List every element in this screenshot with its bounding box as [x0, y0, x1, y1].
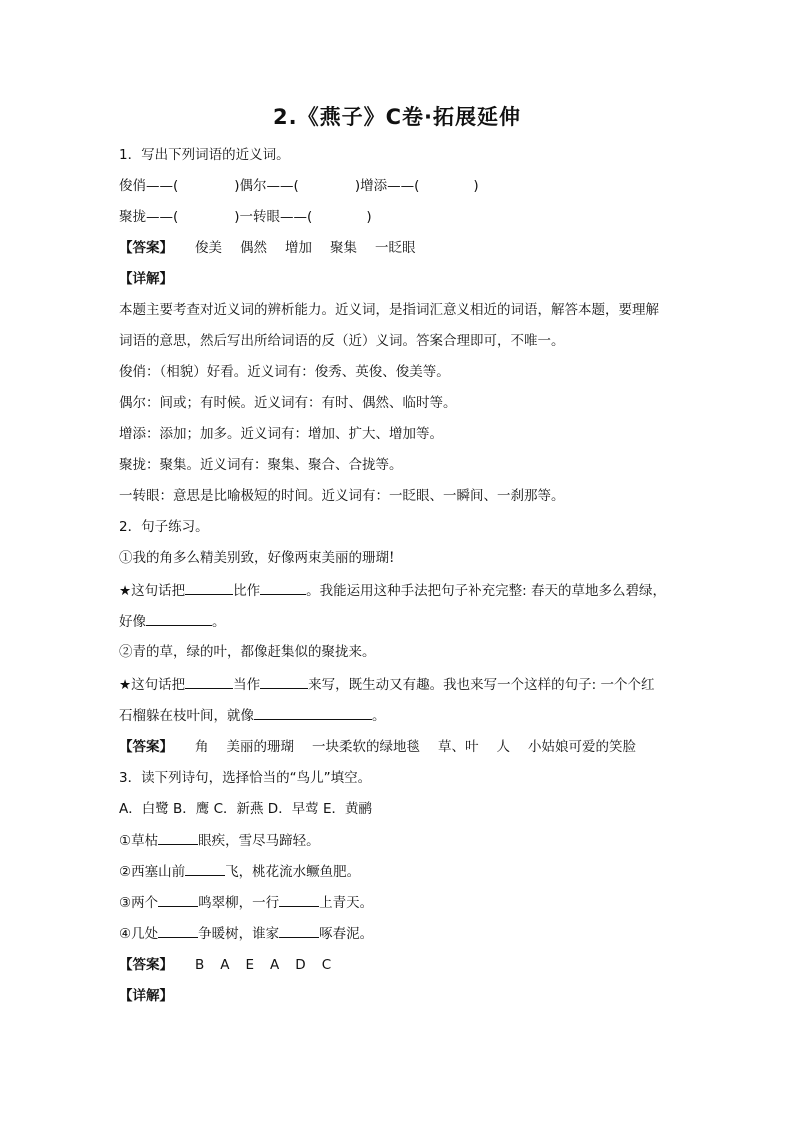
answer-item: B: [195, 957, 205, 973]
fill-blank[interactable]: [158, 892, 198, 907]
poem-text: ①草枯: [119, 833, 159, 849]
task-text: 比作: [233, 583, 261, 599]
task-text: ★这句话把: [119, 677, 186, 693]
poem-text: ④几处: [119, 926, 159, 942]
fill-blank[interactable]: [185, 861, 225, 876]
question-2-task-2: [119, 674, 654, 695]
detail-item: 偶尔：间或；有时候。近义词有：有时、偶然、临时等。: [119, 395, 457, 411]
question-2-task-2-cont: [119, 705, 386, 726]
question-2-task-1: [119, 580, 666, 601]
question-2-answer: [119, 737, 636, 757]
answer-item: 一块柔软的绿地毯: [312, 739, 420, 755]
task-text: 。: [372, 708, 386, 724]
task-text: 好像: [119, 614, 146, 630]
question-3-line-4: [119, 923, 373, 944]
answer-item: 偶然: [240, 240, 267, 256]
answer-item: 人: [496, 739, 510, 755]
question-3-answer: [119, 955, 331, 975]
answer-item: 增加: [285, 240, 312, 256]
fill-blank[interactable]: [158, 830, 198, 845]
row1-part-1: 俊俏——(: [119, 178, 179, 194]
question-1-row-1: [119, 176, 479, 196]
answer-item: 聚集: [330, 240, 357, 256]
question-3-detail-label: 【详解】: [119, 988, 173, 1004]
poem-text: 鸣翠柳，一行: [198, 895, 280, 911]
page-title: 2.《燕子》C卷·拓展延伸: [273, 105, 521, 129]
poem-text: 上青天。: [319, 895, 374, 911]
question-3-options: A．白鹭 B．鹰 C．新燕 D．早莺 E．黄鹂: [119, 801, 373, 817]
answer-item: C: [321, 957, 332, 973]
question-2-sentence-2: ②青的草，绿的叶，都像赶集似的聚拢来。: [119, 644, 376, 660]
task-text: 当作: [233, 677, 261, 693]
answer-item: 角: [195, 739, 209, 755]
row1-part-2: )偶尔——(: [234, 178, 299, 194]
poem-text: 飞，桃花流水鳜鱼肥。: [225, 864, 361, 880]
task-text: 。我能运用这种手法把句子补充完整: 春天的草地多么碧绿，: [306, 583, 666, 599]
fill-blank[interactable]: [254, 705, 372, 720]
answer-item: 一眨眼: [375, 240, 416, 256]
question-3-prompt: 3．读下列诗句，选择恰当的“鸟儿”填空。: [119, 770, 372, 786]
poem-text: ③两个: [119, 895, 159, 911]
detail-item: 增添：添加；加多。近义词有：增加、扩大、增加等。: [119, 426, 443, 442]
fill-blank[interactable]: [158, 923, 198, 938]
task-text: 石榴躲在枝叶间，就像: [119, 708, 254, 724]
answer-item: 俊美: [195, 240, 222, 256]
fill-blank[interactable]: [146, 611, 212, 626]
row2-part-2: )一转眼——(: [234, 209, 313, 225]
fill-blank[interactable]: [260, 580, 306, 595]
answer-label: 【答案】: [119, 240, 173, 256]
poem-text: 争暖树，谁家: [198, 926, 280, 942]
question-1-prompt: 1．写出下列词语的近义词。: [119, 147, 290, 163]
fill-blank[interactable]: [185, 674, 233, 689]
detail-item: 聚拢：聚集。近义词有：聚集、聚合、合拢等。: [119, 457, 403, 473]
question-1-explanation-2: 词语的意思，然后写出所给词语的反（近）义词。答案合理即可，不唯一。: [119, 333, 565, 349]
answer-label: 【答案】: [119, 739, 173, 755]
question-3-line-1: [119, 830, 320, 851]
row2-part-3: ): [366, 209, 372, 225]
question-1-answer: [119, 238, 416, 258]
row1-part-3: )增添——(: [354, 178, 420, 194]
answer-item: A: [270, 957, 280, 973]
question-2-task-1-cont: [119, 611, 226, 632]
task-text: 。: [212, 614, 226, 630]
poem-text: 眼疾，雪尽马蹄轻。: [198, 833, 320, 849]
question-3-line-2: [119, 861, 360, 882]
fill-blank[interactable]: [260, 674, 308, 689]
answer-item: 草、叶: [438, 739, 479, 755]
row2-part-1: 聚拢——(: [119, 209, 179, 225]
detail-item: 一转眼：意思是比喻极短的时间。近义词有：一眨眼、一瞬间、一刹那等。: [119, 488, 565, 504]
answer-item: E: [245, 957, 255, 973]
row1-part-4: ): [473, 178, 479, 194]
answer-label: 【答案】: [119, 957, 173, 973]
fill-blank[interactable]: [279, 892, 319, 907]
task-text: ★这句话把: [119, 583, 186, 599]
question-1-explanation-1: 本题主要考查对近义词的辨析能力。近义词，是指词汇意义相近的词语，解答本题，要理解: [119, 302, 659, 318]
question-1-row-2: [119, 207, 372, 227]
question-2-sentence-1: ①我的角多么精美别致，好像两束美丽的珊瑚!: [119, 550, 395, 566]
answer-item: 小姑娘可爱的笑脸: [528, 739, 636, 755]
poem-text: ②西塞山前: [119, 864, 186, 880]
question-2-prompt: 2．句子练习。: [119, 519, 209, 535]
fill-blank[interactable]: [279, 923, 319, 938]
answer-item: A: [220, 957, 230, 973]
question-1-detail-label: 【详解】: [119, 271, 173, 287]
answer-item: 美丽的珊瑚: [226, 739, 294, 755]
task-text: 来写，既生动又有趣。我也来写一个这样的句子: 一个个红: [308, 677, 655, 693]
answer-item: D: [295, 957, 306, 973]
fill-blank[interactable]: [185, 580, 233, 595]
detail-item: 俊俏：（相貌）好看。近义词有：俊秀、英俊、俊美等。: [119, 364, 450, 380]
poem-text: 啄春泥。: [319, 926, 374, 942]
question-3-line-3: [119, 892, 373, 913]
